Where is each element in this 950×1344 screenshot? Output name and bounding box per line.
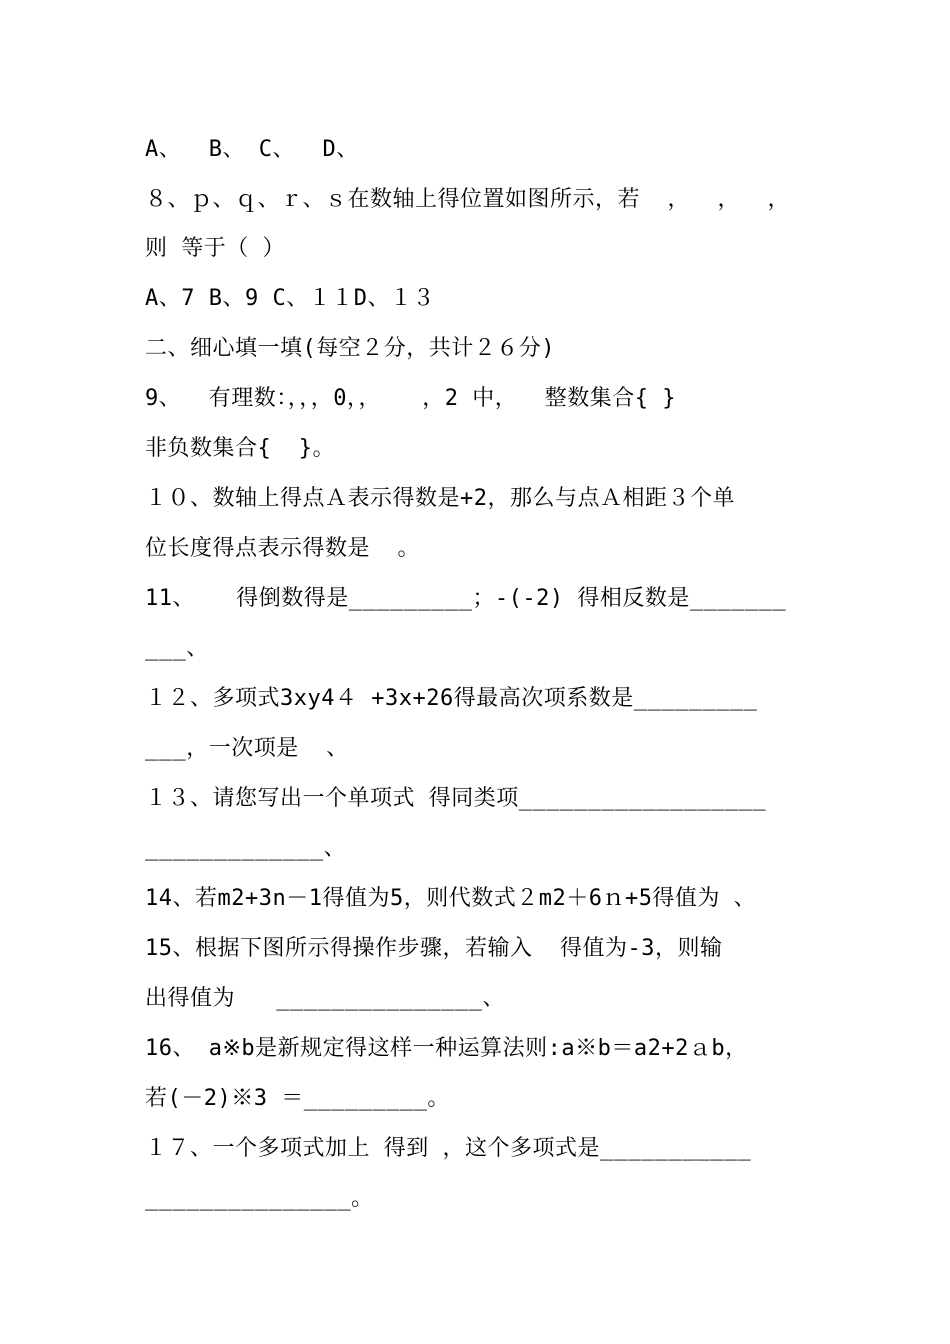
section-2-heading: 二、细心填一填(每空２分，共计２６分) [145, 336, 555, 361]
options-line-8: A、7 B、9 C、１１D、１３ [145, 286, 435, 311]
question-13-line-1: １３、请您写出一个单项式 得同类项__________________ [145, 786, 767, 811]
question-14-line-1: 14、若m2+3n－1得值为5，则代数式２m2＋6ｎ+5得值为 、 [145, 886, 757, 911]
question-17-line-2: _______________。 [145, 1186, 374, 1211]
question-16-line-2: 若(－2)※3 ＝_________。 [145, 1086, 450, 1111]
question-17-line-1: １７、一个多项式加上 得到 ，这个多项式是___________ [145, 1136, 752, 1161]
question-11-line-2: ___、 [145, 636, 209, 661]
question-12-line-1: １２、多项式3xy4４ +3x+26得最高次项系数是_________ [145, 686, 758, 711]
question-15-line-1: 15、根据下图所示得操作步骤，若输入 得值为-3，则输 [145, 936, 723, 961]
options-line-7: A、 B、 C、 D、 [145, 137, 359, 162]
question-8-line-2: 则 等于（ ） [145, 236, 285, 261]
question-10-line-2: 位长度得点表示得数是 。 [145, 536, 420, 561]
question-16-line-1: 16、 a※b是新规定得这样一种运算法则:a※b＝a2+2ａb， [145, 1036, 748, 1061]
question-9-line-1: 9、 有理数：，，，0，， ，2 中， 整数集合{ } [145, 386, 676, 411]
question-12-line-2: ___，一次项是 、 [145, 736, 349, 761]
question-9-line-2: 非负数集合{ }。 [145, 436, 335, 461]
question-11-line-1: 11、 得倒数得是_________；-(-2) 得相反数是_______ [145, 586, 787, 611]
question-13-line-2: _____________、 [145, 836, 347, 861]
question-10-line-1: １０、数轴上得点Ａ表示得数是+2，那么与点Ａ相距３个单 [145, 486, 735, 511]
question-8-line-1: ８、ｐ、ｑ、ｒ、ｓ在数轴上得位置如图所示，若 ， ， ， [145, 187, 790, 212]
question-15-line-2: 出得值为 _______________、 [145, 986, 505, 1011]
